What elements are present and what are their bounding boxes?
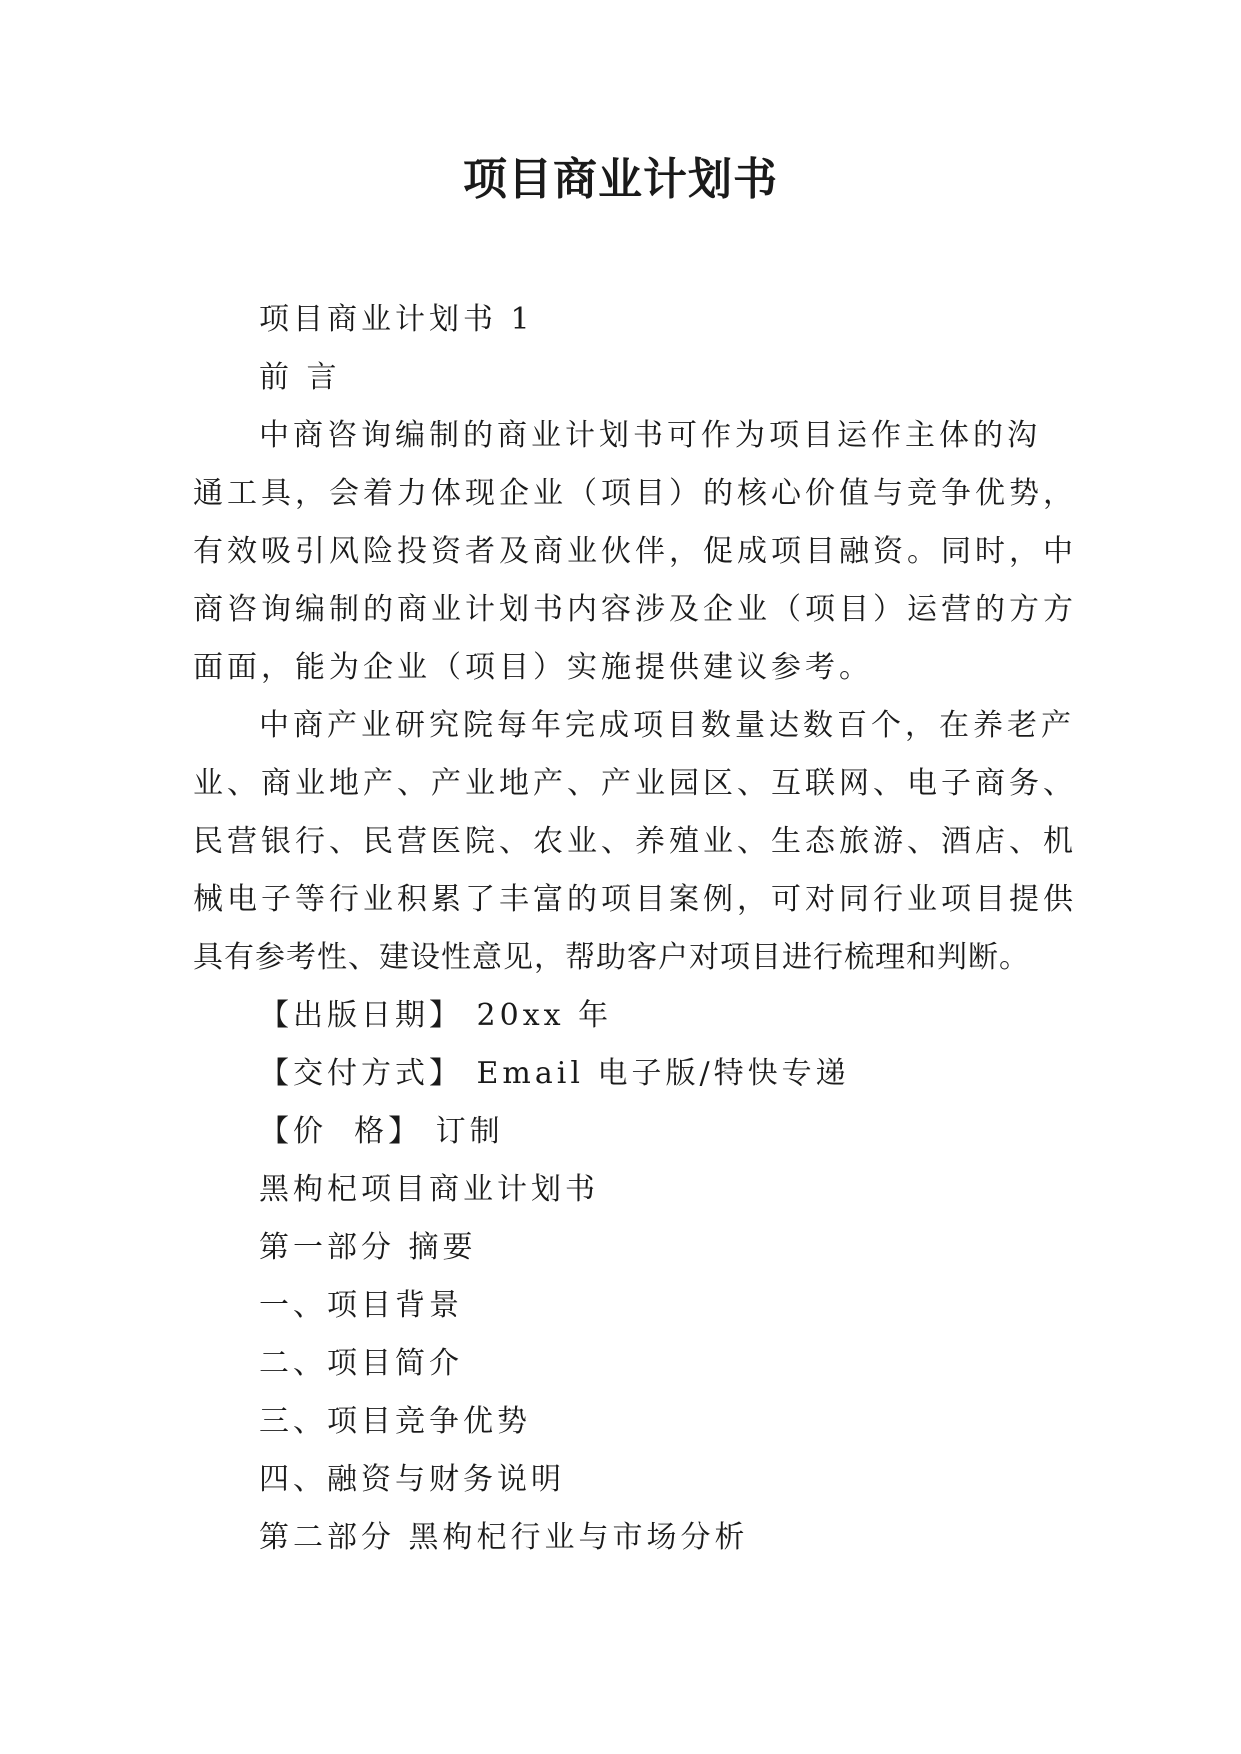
section-subtitle: 项目商业计划书 1 [259, 302, 534, 337]
paragraph-intro [193, 407, 1077, 697]
paragraph-line: 具有参考性、建设性意见，帮助客户对项目进行梳理和判断。 [193, 940, 1030, 975]
publish-date: 【出版日期】 20xx 年 [259, 998, 613, 1033]
price: 【价 格】 订制 [259, 1114, 504, 1149]
delivery-method: 【交付方式】 Email 电子版/特快专递 [259, 1056, 850, 1091]
outline-item: 四、融资与财务说明 [259, 1462, 565, 1497]
preface-heading: 前 言 [259, 360, 341, 395]
outline-item: 三、项目竞争优势 [259, 1404, 531, 1439]
paragraph-line: 有效吸引风险投资者及商业伙伴，促成项目融资。同时，中 [193, 534, 1077, 569]
paragraph-line: 中商咨询编制的商业计划书可作为项目运作主体的沟 [259, 418, 1041, 453]
outline-item: 一、项目背景 [259, 1288, 463, 1323]
paragraph-line: 中商产业研究院每年完成项目数量达数百个，在养老产 [259, 708, 1075, 743]
document-body [193, 291, 1077, 1567]
paragraph-research [193, 697, 1077, 987]
part-two-heading: 第二部分 黑枸杞行业与市场分析 [259, 1520, 749, 1555]
part-one-heading: 第一部分 摘要 [259, 1230, 477, 1265]
paragraph-line: 民营银行、民营医院、农业、养殖业、生态旅游、酒店、机 [193, 824, 1077, 859]
outline-item: 二、项目简介 [259, 1346, 463, 1381]
plan-subtitle: 黑枸杞项目商业计划书 [259, 1172, 599, 1207]
paragraph-line: 商咨询编制的商业计划书内容涉及企业（项目）运营的方方 [193, 592, 1077, 627]
document-title: 项目商业计划书 [463, 154, 778, 205]
paragraph-line: 械电子等行业积累了丰富的项目案例，可对同行业项目提供 [193, 882, 1077, 917]
paragraph-line: 业、商业地产、产业地产、产业园区、互联网、电子商务、 [193, 766, 1077, 801]
paragraph-line: 通工具，会着力体现企业（项目）的核心价值与竞争优势， [193, 476, 1077, 511]
paragraph-line: 面面，能为企业（项目）实施提供建议参考。 [193, 650, 873, 685]
